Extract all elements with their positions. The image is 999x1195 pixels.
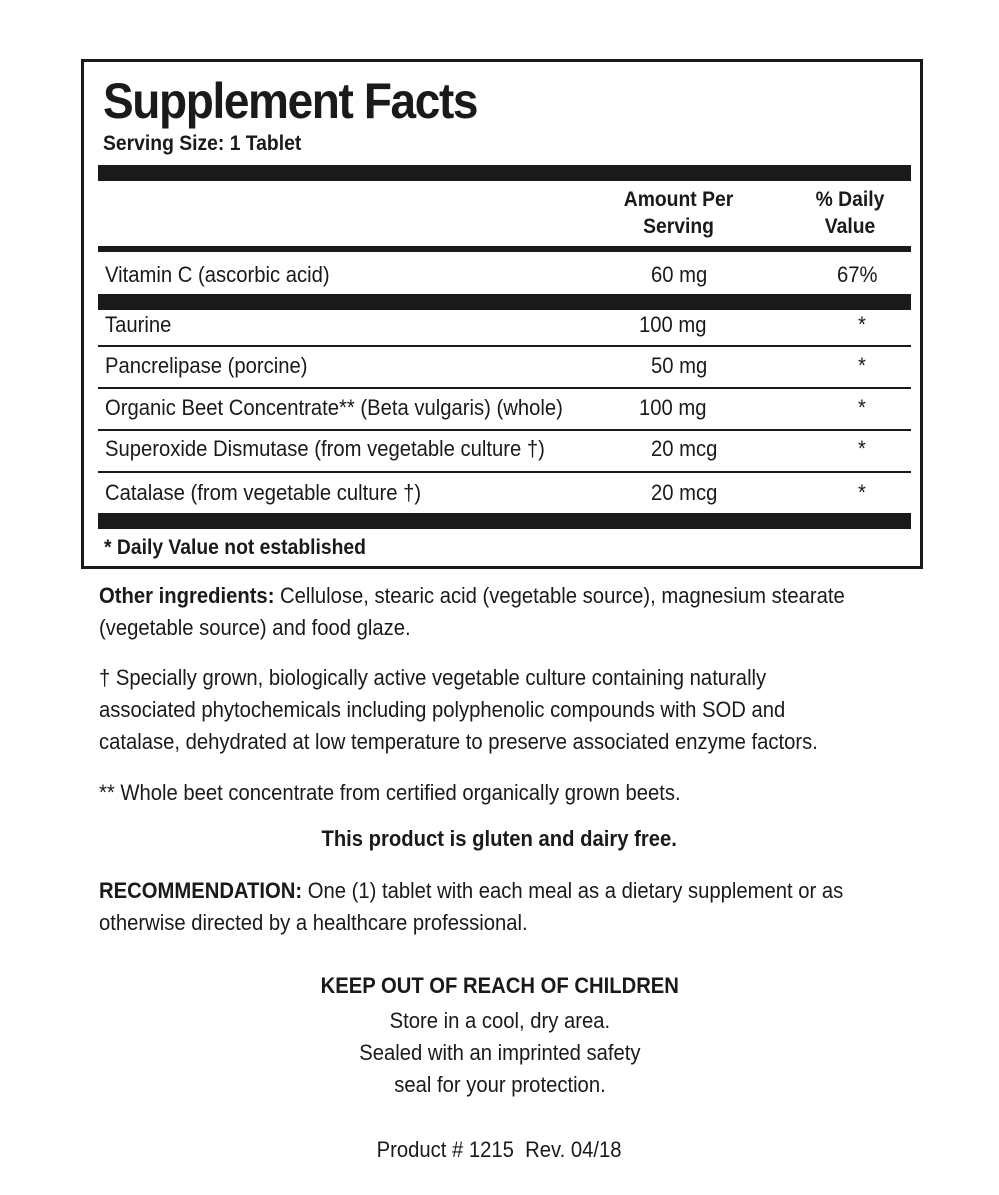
supplement-facts-panel [81,59,923,569]
row-name-taurine: Taurine [105,312,172,337]
beet-note: ** Whole beet concentrate from certified organically grown beets. [99,780,681,805]
row-amount-catalase: 20 mcg [651,480,718,505]
row-amount-beet-concentrate: 100 mg [639,395,707,420]
header-bar [98,246,911,252]
recommendation [99,875,863,939]
row-dv-pancrelipase: * [858,353,866,378]
dagger-note: † Specially grown, biologically active vegetable culture containing naturally associated phytochemicals including polyphenolic compounds with SOD and catalase, dehydrated at low temperature to preserve associated enzyme factors. [99,665,818,754]
warning-line-text: Sealed with an imprinted safety [358,1040,641,1065]
other-ingredients [99,580,863,644]
row-name-beet-concentrate: Organic Beet Concentrate** (Beta vulgaris) (whole) [105,395,563,420]
header-amount-per-serving: Amount Per Serving [623,188,734,238]
warning-line-text: Store in a cool, dry area. [389,1008,610,1033]
warning-title [0,973,999,999]
warning-title-text: KEEP OUT OF REACH OF CHILDREN [320,973,679,998]
product-code [0,1137,999,1163]
row-dv-taurine: * [858,312,866,337]
panel-title: Supplement Facts [103,73,478,129]
warning-line-1 [0,1008,999,1034]
other-ingredients-label: Other ingredients: [99,583,275,608]
row-dv-beet-concentrate: * [858,395,866,420]
warning-line-2 [0,1040,999,1066]
gluten-dairy-note [0,826,999,852]
warning-line-3 [0,1072,999,1098]
recommendation-label: RECOMMENDATION: [99,878,303,903]
row-amount-pancrelipase: 50 mg [651,353,708,378]
row-amount-vitamin-c: 60 mg [651,262,708,287]
row-amount-superoxide-dismutase: 20 mcg [651,436,718,461]
thick-bar-mid [98,294,911,310]
header-daily-value: % Daily Value [815,188,885,238]
serving-size: Serving Size: 1 Tablet [103,132,302,155]
row-divider [98,429,911,431]
thick-bar-top [98,165,911,181]
product-code-text: Product # 1215 Rev. 04/18 [377,1137,622,1162]
gluten-dairy-text: This product is gluten and dairy free. [321,826,678,851]
other-ingredients-text: Cellulose, stearic acid (vegetable source), magnesium stearate (vegetable source) and food glaze. [99,583,845,640]
thick-bar-bottom [98,513,911,529]
row-divider [98,387,911,389]
row-divider [98,471,911,473]
daily-value-footnote: * Daily Value not established [104,536,366,559]
row-divider [98,345,911,347]
row-name-vitamin-c: Vitamin C (ascorbic acid) [105,262,330,287]
row-dv-catalase: * [858,480,866,505]
row-dv-vitamin-c: 67% [837,262,878,287]
row-amount-taurine: 100 mg [639,312,707,337]
row-name-superoxide-dismutase: Superoxide Dismutase (from vegetable culture †) [105,436,545,461]
recommendation-text: One (1) tablet with each meal as a dietary supplement or as otherwise directed by a healthcare professional. [99,878,844,935]
row-dv-superoxide-dismutase: * [858,436,866,461]
warning-line-text: seal for your protection. [393,1072,606,1097]
row-name-catalase: Catalase (from vegetable culture †) [105,480,422,505]
row-name-pancrelipase: Pancrelipase (porcine) [105,353,308,378]
